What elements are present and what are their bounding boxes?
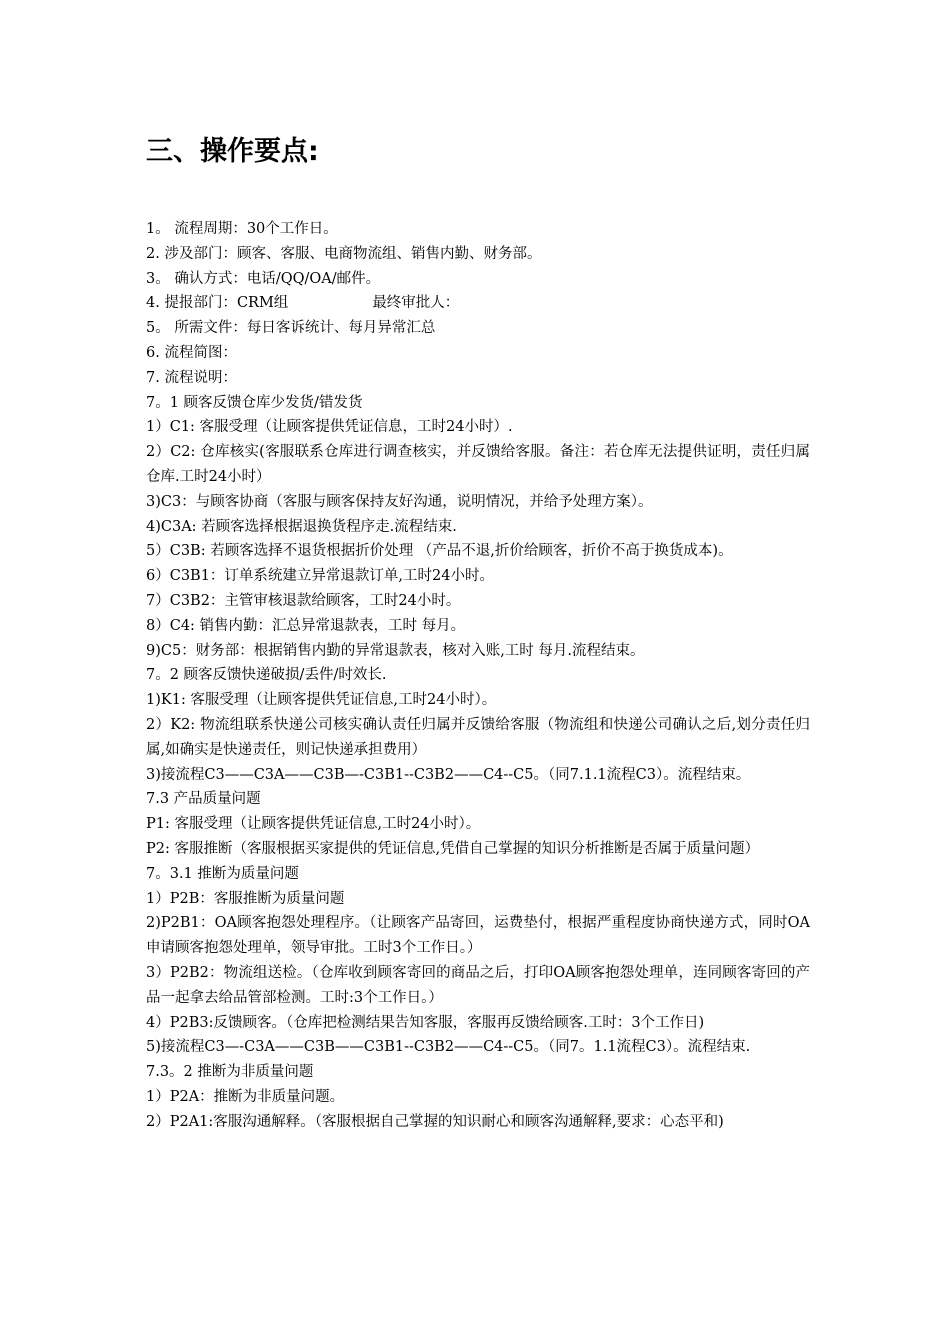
step-p2b1: 2)P2B1：OA顾客抱怨处理程序。（让顾客产品寄回，运费垫付，根据严重程度协商快递方式，同时OA申请顾客抱怨处理单，领导审批。工时3个工作日。）	[146, 915, 810, 957]
item-flow-description: 7. 流程说明：	[146, 369, 237, 386]
final-approver-text: 最终审批人：	[372, 295, 460, 312]
document-body	[146, 217, 810, 1134]
item-departments: 2. 涉及部门：顾客、客服、电商物流组、销售内勤、财务部。	[146, 245, 542, 262]
subsection-7-1: 7。1 顾客反馈仓库少发货/错发货	[146, 394, 363, 411]
subsection-7-2: 7。2 顾客反馈快递破损/丢件/时效长.	[146, 667, 387, 684]
item-confirm-method: 3。 确认方式：电话/QQ/OA/邮件。	[146, 270, 381, 287]
step-p2b2: 3）P2B2：物流组送检。（仓库收到顾客寄回的商品之后，打印OA顾客抱怨处理单，连同顾客寄回的产品一起拿去给品管部检测。工时:3个工作日。）	[146, 964, 810, 1006]
subsection-7-3-1: 7。3.1 推断为质量问题	[146, 865, 299, 882]
step-p2: P2: 客服推断（客服根据买家提供的凭证信息,凭借自己掌握的知识分析推断是否属于质量问题）	[146, 840, 760, 857]
section-heading: 三、操作要点:	[146, 136, 319, 167]
step-p2a: 1）P2A：推断为非质量问题。	[146, 1088, 345, 1105]
step-c1: 1）C1: 客服受理（让顾客提供凭证信息，工时24小时）.	[146, 419, 513, 436]
step-k2: 2）K2: 物流组联系快递公司核实确认责任归属并反馈给客服（物流组和快递公司确认之后,划分责任归属,如确实是快递责任，则记快递承担费用）	[146, 716, 810, 758]
step-c2: 2）C2: 仓库核实(客服联系仓库进行调查核实，并反馈给客服。备注：若仓库无法提供证明，责任归属仓库.工时24小时）	[146, 444, 810, 485]
subsection-7-3-2: 7.3。2 推断为非质量问题	[146, 1064, 314, 1081]
step-k1: 1)K1: 客服受理（让顾客提供凭证信息,工时24小时）。	[146, 692, 497, 709]
item-flow-diagram: 6. 流程简图：	[146, 344, 237, 361]
step-c4: 8）C4: 销售内勤：汇总异常退款表，工时 每月。	[146, 617, 466, 634]
step-c3b: 5）C3B: 若顾客选择不退货根据折价处理 （产品不退,折价给顾客，折价不高于换货成本)。	[146, 543, 733, 560]
step-c5: 9)C5：财务部：根据销售内勤的异常退款表，核对入账,工时 每月.流程结束。	[146, 642, 645, 659]
step-p1: P1: 客服受理（让顾客提供凭证信息,工时24小时）。	[146, 816, 481, 833]
step-c3b2: 7）C3B2：主管审核退款给顾客，工时24小时。	[146, 592, 461, 609]
step-p2b: 1）P2B：客服推断为质量问题	[146, 890, 345, 907]
step-p2a1: 2）P2A1:客服沟通解释。（客服根据自己掌握的知识耐心和顾客沟通解释,要求：心态平和)	[146, 1113, 724, 1130]
item-report-dept	[146, 291, 810, 316]
step-p2b-continue: 5)接流程C3—-C3A——C3B——C3B1--C3B2——C4--C5。（同7。1.1流程C3）。流程结束.	[146, 1039, 751, 1056]
step-p2b3: 4）P2B3:反馈顾客。（仓库把检测结果告知客服，客服再反馈给顾客.工时：3个工作日)	[146, 1014, 705, 1031]
report-dept-text: 4. 提报部门：CRM组	[146, 295, 289, 312]
step-c3b1: 6）C3B1：订单系统建立异常退款订单,工时24小时。	[146, 568, 494, 585]
step-k3: 3)接流程C3——C3A——C3B—-C3B1--C3B2——C4--C5。（同7.1.1流程C3）。流程结束。	[146, 766, 751, 783]
step-c3: 3)C3：与顾客协商（客服与顾客保持友好沟通，说明情况，并给予处理方案）。	[146, 493, 653, 510]
item-cycle: 1。 流程周期：30个工作日。	[146, 221, 338, 237]
subsection-7-3: 7.3 产品质量问题	[146, 791, 261, 808]
step-c3a: 4)C3A: 若顾客选择根据退换货程序走.流程结束.	[146, 518, 457, 535]
item-required-files: 5。 所需文件：每日客诉统计、每月异常汇总	[146, 320, 436, 337]
